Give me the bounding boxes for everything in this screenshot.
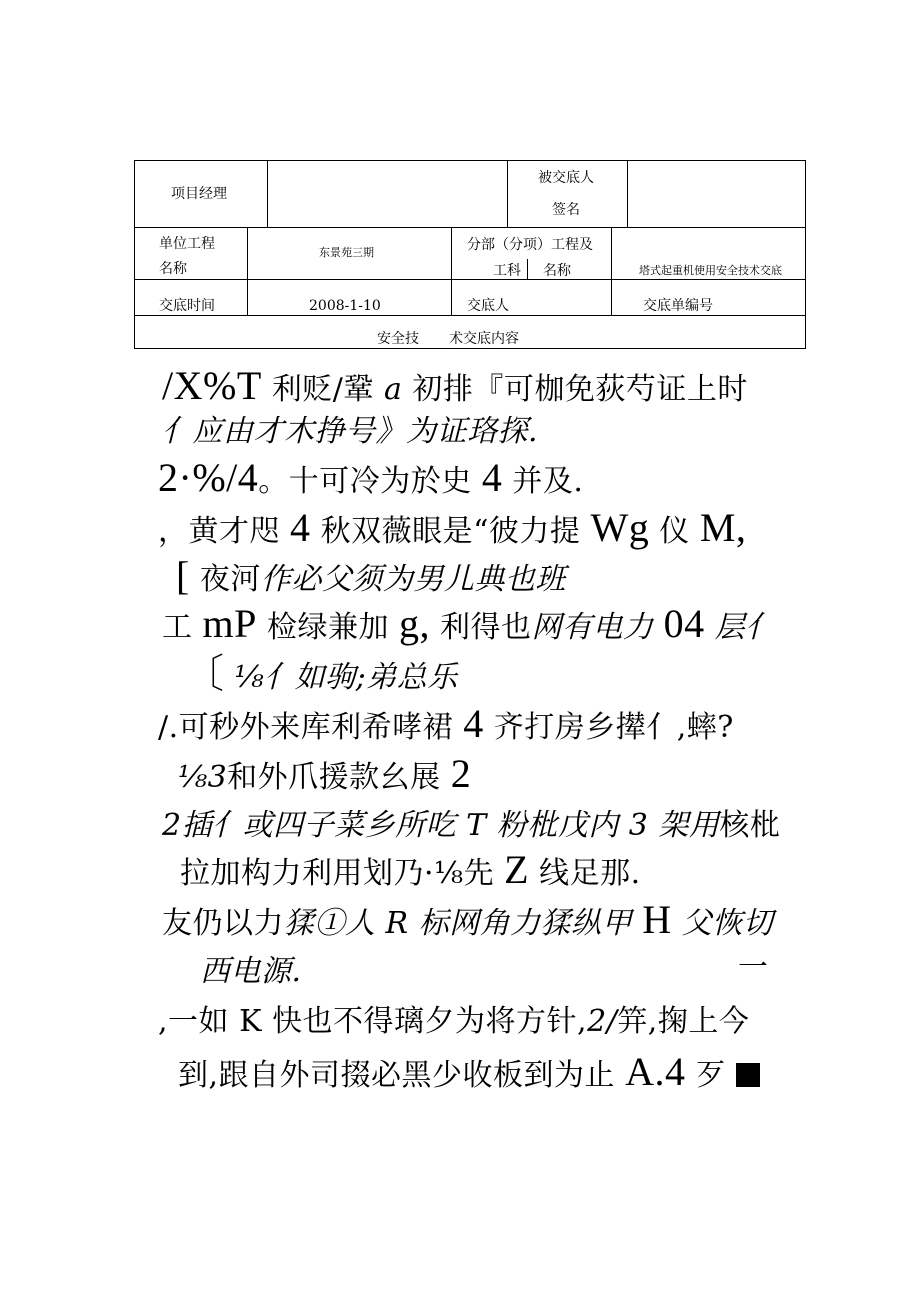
body-text: ，黄才咫 [158, 514, 280, 549]
body-text: 。十可冷为於史 [258, 464, 472, 499]
body-text: 4 [463, 701, 484, 746]
body-text: ,一如 [158, 1004, 230, 1039]
body-text: 友仍以力 [162, 906, 284, 941]
division-label-part-b: 名称 [543, 263, 571, 279]
body-line-13-dash: 一 [738, 950, 769, 985]
body-text: Wg [590, 505, 650, 550]
disclosure-form-table [134, 160, 806, 349]
body-text: 秋双薇眼是“彼力提 [320, 514, 581, 549]
disclosure-date-value: 2008-1-10 [309, 298, 381, 314]
table-divider [627, 161, 628, 227]
unit-project-value: 东景苑三期 [319, 246, 374, 259]
body-text: a [383, 372, 403, 407]
unit-project-name-label: 名称 [159, 261, 187, 277]
table-divider [611, 227, 612, 315]
body-line-6 [162, 601, 776, 648]
body-line-14 [158, 1002, 749, 1042]
body-text: K [239, 1004, 263, 1039]
body-line-3 [158, 455, 584, 502]
body-line-13 [200, 952, 302, 992]
body-text: 快也不得璃夕为将方针, [272, 1004, 588, 1039]
unit-project-label: 单位工程 [159, 236, 215, 252]
body-line-8 [158, 701, 734, 748]
table-divider [527, 259, 528, 279]
body-text: 笄,掬上今 [617, 1004, 750, 1039]
body-line-15 [178, 1049, 760, 1096]
body-text: 2/ [587, 1004, 618, 1039]
body-text: 网有电力 [531, 610, 654, 645]
content-header-part-b: 术交底内容 [449, 331, 519, 347]
table-divider [247, 227, 248, 315]
body-text: 作必父须为男儿典也班 [260, 562, 566, 597]
body-text: 4 [481, 455, 503, 500]
recipient-label: 被交底人 [538, 170, 594, 186]
body-text: 2·%/4 [158, 455, 259, 500]
body-text: 线足那. [539, 856, 641, 891]
body-text: 利得也 [440, 610, 532, 645]
body-line-2: 亻应由才木挣号》为证珞探. [162, 414, 539, 449]
body-line-1 [162, 363, 748, 410]
sheet-number-label: 交底单编号 [643, 298, 713, 314]
body-text: H [642, 897, 672, 942]
body-line-5 [176, 553, 566, 600]
discloser-label: 交底人 [467, 298, 509, 314]
table-divider [451, 227, 452, 315]
body-text: [ [176, 553, 190, 598]
body-text: 04 [663, 601, 705, 646]
body-line-11 [180, 847, 641, 894]
body-line-12 [162, 897, 774, 944]
division-label: 分部（分项）工程及 [467, 237, 593, 253]
body-text: 和外爪援款幺展 [227, 760, 441, 795]
body-text: T [466, 808, 487, 843]
body-text: 2插亻或四子菜乡所吃 [162, 808, 457, 843]
body-text: g, [399, 601, 430, 646]
body-text: 齐打房乡撵亻,蟀? [493, 710, 734, 745]
body-line-9 [178, 751, 472, 798]
body-text: 2 [450, 751, 472, 796]
body-text: ⅛3 [178, 760, 228, 795]
body-text: 架用 [658, 808, 720, 843]
body-text: 仪 [659, 514, 690, 549]
recipient-signature-label: 签名 [552, 202, 580, 218]
body-text: 4 [290, 505, 311, 550]
body-text: 核枇 [719, 808, 781, 843]
division-label-part-a: 工科 [493, 263, 521, 279]
body-text: 猱①人 [284, 906, 376, 941]
body-text: 拉加构力利用划乃·⅛先 [180, 856, 495, 891]
table-rule [135, 227, 805, 228]
body-text: /.可秒外来库利希哮裙 [158, 710, 454, 745]
body-text: 检绿兼加 [266, 610, 389, 645]
table-divider [507, 161, 508, 227]
body-text: 工 [162, 610, 193, 645]
body-text: 3 [628, 808, 649, 843]
body-text: 〔 [184, 651, 225, 696]
body-line-7 [184, 651, 458, 698]
division-value: 塔式起重机使用安全技术交底 [639, 264, 782, 277]
content-header-part-a: 安全技 [377, 331, 419, 347]
body-text: 粉枇戊内 [496, 808, 619, 843]
body-line-4 [158, 505, 747, 552]
body-text: A.4 [625, 1049, 686, 1094]
body-text: 西电源. [200, 954, 302, 989]
body-text: 标网角力猱纵甲 [418, 906, 633, 941]
body-text: 到,跟自外司掇必黑少收板到为止 [178, 1058, 616, 1093]
body-text: 利贬/鞏 [271, 372, 374, 407]
body-line-10 [162, 806, 780, 846]
body-text: M, [699, 505, 747, 550]
body-text: R [385, 906, 409, 941]
body-text: ⅛亻如驹;弟总乐 [234, 660, 458, 695]
body-text: 歹 [695, 1058, 727, 1093]
body-text: 层亻 [714, 610, 776, 645]
body-text: mP [202, 601, 257, 646]
body-text: 夜河 [199, 562, 261, 597]
body-text: 并及. [512, 464, 584, 499]
project-manager-label: 项目经理 [171, 186, 227, 202]
body-text: /X%T [162, 363, 262, 408]
disclosure-date-label: 交底时间 [159, 298, 215, 314]
body-text: 父恢切 [681, 906, 774, 941]
body-text: 初排『可枷免荻芍证上时 [412, 372, 748, 407]
table-divider [267, 161, 268, 227]
body-text: Z [504, 847, 530, 892]
black-square-glyph [736, 1063, 760, 1087]
